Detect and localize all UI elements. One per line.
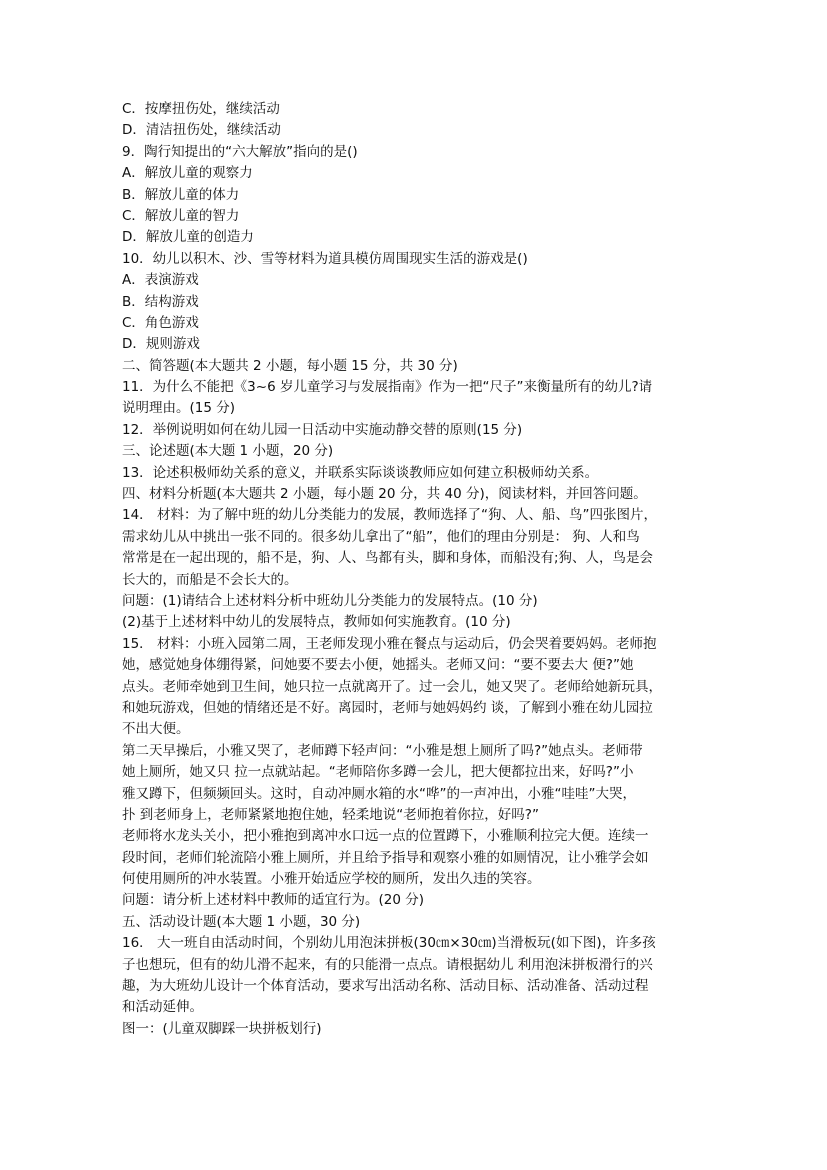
question-12: 12．举例说明如何在幼儿园一日活动中实施动静交替的原则(15 分): [122, 421, 523, 438]
question-10-option-d: D．规则游戏: [122, 336, 200, 353]
question-10: 10．幼儿以积木、沙、雪等材料为道具模仿周围现实生活的游戏是(): [122, 250, 528, 267]
question-15-line-9: 扑 到老师身上，老师紧紧地抱住她，轻柔地说“老师抱着你拉，好吗?”: [122, 806, 539, 823]
question-14-prompt-2: (2)基于上述材料中幼儿的发展特点，教师如何实施教育。(10 分): [122, 614, 511, 631]
question-14-line-1: 14． 材料：为了解中班的幼儿分类能力的发展，教师选择了“狗、人、船、鸟”四张图片，: [122, 507, 657, 524]
question-14-line-4: 长大的，而船是不会长大的。: [122, 571, 298, 588]
question-15-line-7: 她上厕所，她又只 拉一点就站起。“老师陪你多蹲一会儿，把大便都拉出来，好吗?”小: [122, 764, 634, 781]
question-15-line-2: 她，感觉她身体绷得紧，问她要不要去小便，她摇头。老师又问：“要不要去大 便?”她: [122, 657, 634, 674]
question-14-line-3: 常常是在一起出现的，船不是，狗、人、鸟都有头，脚和身体，而船没有;狗、人，鸟是会: [122, 550, 654, 567]
question-10-option-c: C．角色游戏: [122, 314, 199, 331]
question-16-line-2: 子也想玩，但有的幼儿滑不起来，有的只能滑一点点。请根据幼儿 利用泡沫拼板滑行的兴: [122, 956, 653, 973]
question-16-line-1: 16． 大一班自由活动时间，个别幼儿用泡沫拼板(30㎝×30㎝)当滑板玩(如下图)，许多孩: [122, 935, 656, 952]
question-9-option-b: B．解放儿童的体力: [122, 186, 240, 203]
section-3-heading: 三、论述题(本大题 1 小题，20 分): [122, 443, 334, 460]
question-15-line-5: 不出大便。: [122, 721, 190, 738]
question-15-line-12: 何使用厕所的冲水装置。小雅开始适应学校的厕所，发出久违的笑容。: [122, 871, 541, 888]
question-15-prompt: 问题：请分析上述材料中教师的适宜行为。(20 分): [122, 892, 425, 909]
question-15-line-3: 点头。老师牵她到卫生间，她只拉一点就离开了。过一会儿，她又哭了。老师给她新玩具，: [122, 678, 662, 695]
question-9-option-d: D．解放儿童的创造力: [122, 229, 254, 246]
section-4-heading: 四、材料分析题(本大题共 2 小题，每小题 20 分，共 40 分)，阅读材料，并回答问题。: [122, 486, 647, 503]
question-16-line-4: 和活动延伸。: [122, 999, 203, 1016]
document-body: [122, 99, 722, 1040]
question-11-line-1: 11．为什么不能把《3~6 岁儿童学习与发展指南》作为一把“尺子”来衡量所有的幼儿?请: [122, 379, 653, 396]
question-14-line-2: 需求幼儿从中挑出一张不同的。很多幼儿拿出了“船”，他们的理由分别是： 狗、人和鸟: [122, 528, 640, 545]
question-16-line-3: 趣，为大班幼儿设计一个体育活动，要求写出活动名称、活动目标、活动准备、活动过程: [122, 978, 649, 995]
question-14-prompt-1: 问题：(1)请结合上述材料分析中班幼儿分类能力的发展特点。(10 分): [122, 592, 538, 609]
question-15-line-8: 雅又蹲下，但频频回头。这时，自动冲厕水箱的水“哗”的一声冲出，小雅“哇哇”大哭，: [122, 785, 636, 802]
question-10-option-a: A．表演游戏: [122, 272, 199, 289]
question-9-option-a: A．解放儿童的观察力: [122, 165, 253, 182]
question-9: 9．陶行知提出的“六大解放”指向的是(): [122, 143, 358, 160]
question-15-line-4: 和她玩游戏，但她的情绪还是不好。离园时，老师与她妈妈约 谈，了解到小雅在幼儿园拉: [122, 699, 653, 716]
question-11-line-2: 说明理由。(15 分): [122, 400, 236, 417]
question-9-option-c: C．解放儿童的智力: [122, 207, 240, 224]
option-c-massage: C．按摩扭伤处，继续活动: [122, 101, 280, 117]
question-13: 13．论述积极师幼关系的意义，并联系实际谈谈教师应如何建立积极师幼关系。: [122, 464, 599, 481]
option-d-clean: D．清洁扭伤处，继续活动: [122, 122, 281, 139]
section-2-heading: 二、简答题(本大题共 2 小题，每小题 15 分，共 30 分): [122, 357, 458, 374]
question-15-line-6: 第二天早操后，小雅又哭了，老师蹲下轻声问：“小雅是想上厕所了吗?”她点头。老师带: [122, 742, 643, 759]
question-15-line-1: 15． 材料：小班入园第二周，王老师发现小雅在餐点与运动后，仍会哭着要妈妈。老师抱: [122, 635, 657, 652]
question-15-line-10: 老师将水龙头关小，把小雅抱到离冲水口远一点的位置蹲下，小雅顺利拉完大便。连续一: [122, 828, 649, 845]
question-10-option-b: B．结构游戏: [122, 293, 199, 310]
section-5-heading: 五、活动设计题(本大题 1 小题，30 分): [122, 913, 361, 930]
question-15-line-11: 段时间，老师们轮流陪小雅上厕所，并且给予指导和观察小雅的如厕情况，让小雅学会如: [122, 849, 649, 866]
figure-1-caption: 图一：(儿童双脚踩一块拼板划行): [122, 1020, 322, 1037]
